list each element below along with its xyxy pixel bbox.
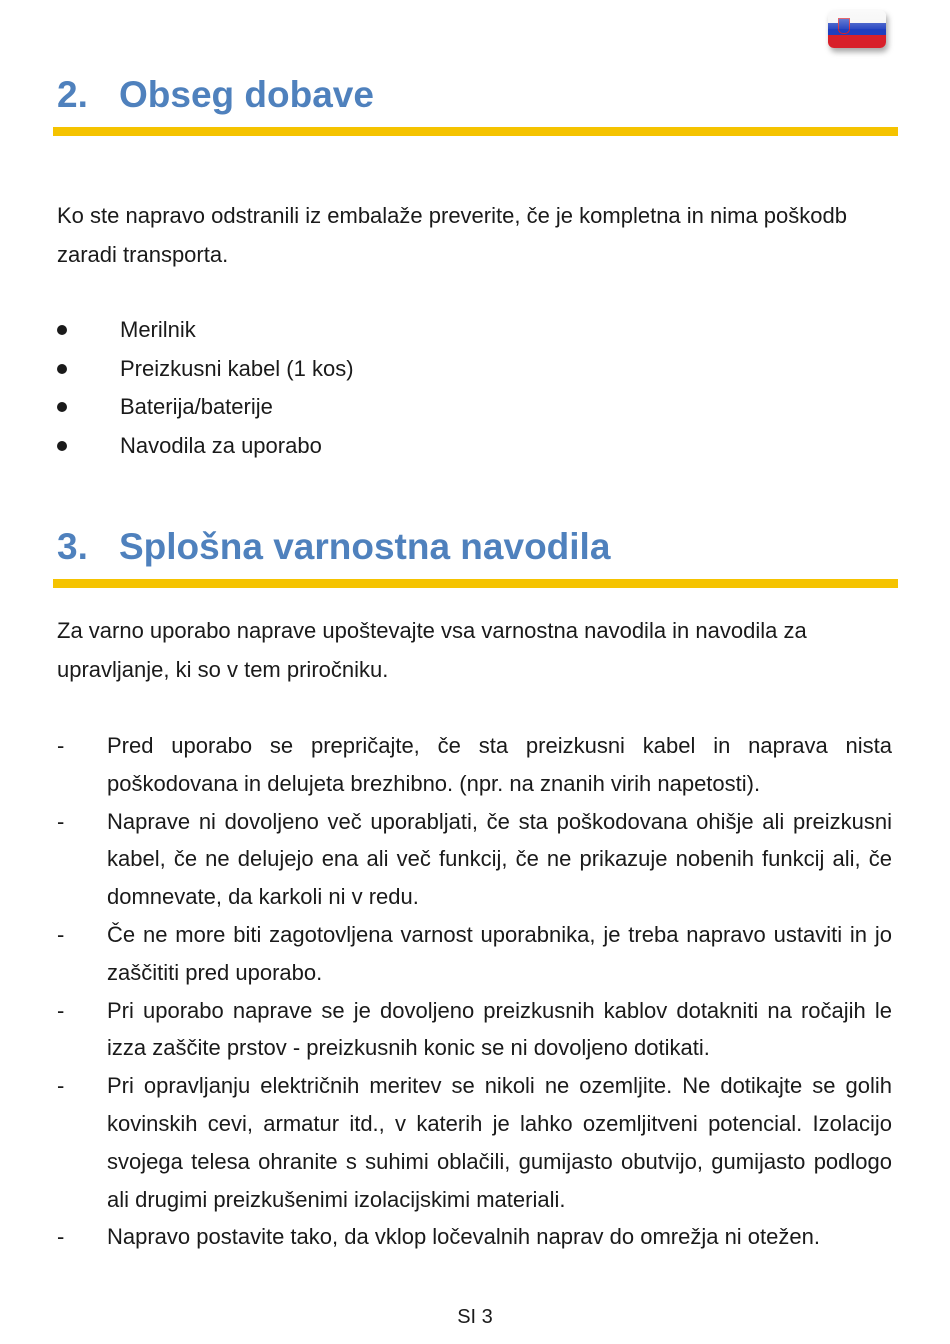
list-item: - Napravo postavite tako, da vklop ločevalnih naprav do omrežja ni otežen. bbox=[57, 1224, 820, 1250]
section-3-rule bbox=[53, 579, 898, 588]
bullet-icon bbox=[57, 325, 67, 335]
section-2-number: 2. bbox=[57, 74, 88, 115]
section-3-heading bbox=[57, 526, 610, 568]
list-item: - Naprave ni dovoljeno več uporabljati, če sta poškodovana ohišje ali preizkusni kabel, če ne delujejo ena ali več funkcij, če ne prikazuje nobenih funkcij ali, če domnevate, da karkoli ni v redu. bbox=[57, 808, 892, 910]
bullet-icon bbox=[57, 402, 67, 412]
section-2-intro: Ko ste napravo odstranili iz embalaže preverite, če je kompletna in nima poškodb zaradi transporta. bbox=[57, 203, 847, 267]
list-item: - Pri opravljanju električnih meritev se nikoli ne ozemljite. Ne dotikajte se golih kovinskih cevi, armatur itd., v katerih je lahko ozemljitveni potencial. Izolacijo svojega telesa ohranite s suhimi oblačili, gumijasto obutvijo, gumijasto podlogo ali drugimi preizkušenimi izolacijskimi materiali. bbox=[57, 1073, 892, 1212]
list-item: - Če ne more biti zagotovljena varnost uporabnika, je treba napravo ustaviti in jo zaščititi pred uporabo. bbox=[57, 921, 892, 985]
section-2-rule bbox=[53, 127, 898, 136]
page-number: SI 3 bbox=[457, 1306, 493, 1328]
section-2-heading bbox=[57, 74, 374, 116]
list-item: - Pri uporabo naprave se je dovoljeno preizkusnih kablov dotakniti na ročajih le izza zaščite prstov - preizkusnih konic se ni dovoljeno dotikati. bbox=[57, 997, 892, 1061]
list-item: - Pred uporabo se prepričajte, če sta preizkusni kabel in naprava nista poškodovana in delujeta brezhibno. (npr. na znanih virih napetosti). bbox=[57, 733, 892, 796]
section-3-number: 3. bbox=[57, 526, 88, 567]
bullet-icon bbox=[57, 441, 67, 451]
section-3-intro: Za varno uporabo naprave upoštevajte vsa varnostna navodila in navodila za upravljanje, ki so v tem priročniku. bbox=[57, 618, 807, 682]
safety-list bbox=[57, 727, 892, 1256]
section-3-title: Splošna varnostna navodila bbox=[119, 526, 611, 567]
bullet-icon bbox=[57, 364, 67, 374]
slovenia-flag-icon bbox=[828, 10, 886, 48]
section-2-title: Obseg dobave bbox=[119, 74, 374, 115]
